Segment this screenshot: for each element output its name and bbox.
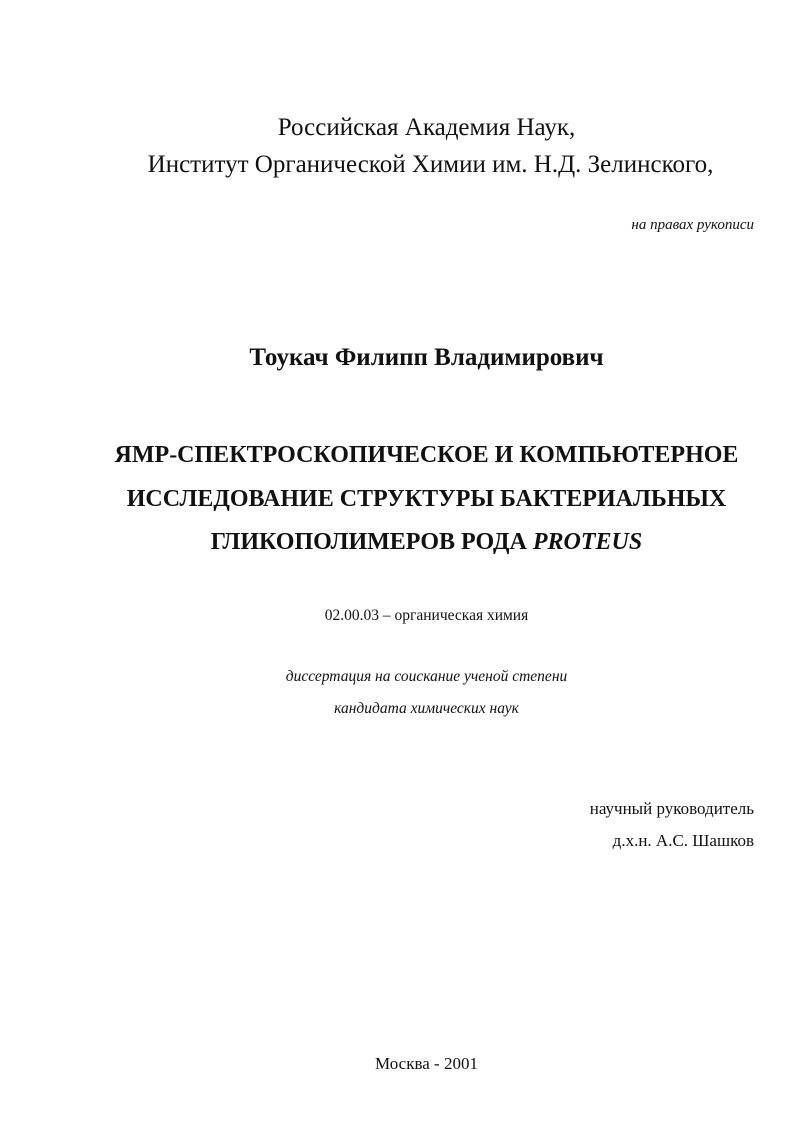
title-line-1: ЯМР-СПЕКТРОСКОПИЧЕСКОЕ И КОМПЬЮТЕРНОЕ — [114, 442, 739, 468]
supervisor-role: научный руководитель — [589, 799, 754, 818]
organization-line-2: Институт Органической Химии им. Н.Д. Зелинского, — [147, 151, 714, 178]
author-name: Тоукач Филипп Владимирович — [249, 344, 604, 371]
degree-line-2: кандидата химических наук — [334, 700, 519, 717]
degree-line-1: диссертация на соискание ученой степени — [285, 668, 568, 685]
supervisor-name: д.х.н. А.С. Шашков — [612, 831, 754, 850]
title-line-3-prefix: ГЛИКОПОЛИМЕРОВ РОДА — [210, 529, 533, 555]
organization-line-1: Российская Академия Наук, — [277, 114, 576, 141]
title-line-2: ИССЛЕДОВАНИЕ СТРУКТУРЫ БАКТЕРИАЛЬНЫХ — [126, 486, 727, 512]
title-line-3 — [30, 527, 793, 557]
title-genus-name: PROTEUS — [532, 529, 643, 555]
manuscript-rights-note: на правах рукописи — [631, 217, 754, 233]
city-year: Москва - 2001 — [375, 1054, 478, 1073]
specialty-code: 02.00.03 – органическая химия — [324, 607, 529, 624]
